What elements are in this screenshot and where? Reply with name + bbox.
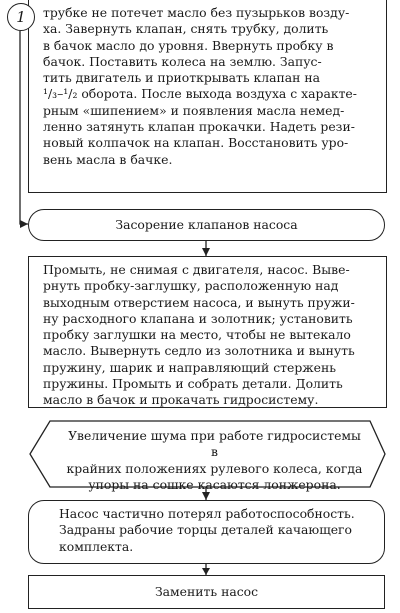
arrowhead-1	[202, 248, 210, 256]
action-text-mid: Промыть, не снимая с двигателя, насос. Выве- рнуть пробку-заглушку, расположенную над выходным отверстием насоса, и вынуть пружи- ну расходного клапана и золотник; установить пробку заглушки на место, чтобы не вытекало масло. Вывернуть седло из золотника и вынуть пружину, шарик и направляющий стержень пружины. Промыть и собрать детали. Долить масло в бачок и прокачать гидросистему.	[43, 262, 355, 408]
symptom-text: Увеличение шума при работе гидросистемы в крайних положениях рулевого колеса, когда упоры на сошке касаются лонжерона.	[66, 428, 363, 492]
symptom-hexagon	[26, 421, 385, 492]
cause-pill-pump	[28, 500, 385, 564]
fault-pill-clogged-valves: Засорение клапанов насоса	[28, 209, 385, 241]
arrowhead-pill-1	[20, 220, 28, 228]
action-box-mid	[28, 256, 387, 408]
connector-line-loop	[20, 31, 28, 224]
action-text-top: трубке не потечет масло без пузырьков возду- ха. Завернуть клапан, снять трубку, долить в бачок масло до уровня. Ввернуть пробку в бачок. Поставить колеса на землю. Запус- тить двигатель и приоткрывать клапан на ¹/₃–¹/₂ оборота. После выхода воздуха с характе- рным «шипением» и появления масла немед- ленно затянуть клапан прокачки. Надеть рези- новый колпачок на клапан. Восстановить уро- вень масла в бачке.	[43, 5, 357, 167]
connector-circle: 1	[7, 3, 35, 31]
action-box-replace-pump: Заменить насос	[28, 575, 385, 609]
arrowhead-2	[202, 492, 210, 500]
action-box-top	[28, 0, 387, 193]
arrowhead-3	[202, 568, 210, 575]
cause-text: Насос частично потерял работоспособность. Задраны рабочие торцы деталей качающего комплекта.	[59, 506, 355, 554]
